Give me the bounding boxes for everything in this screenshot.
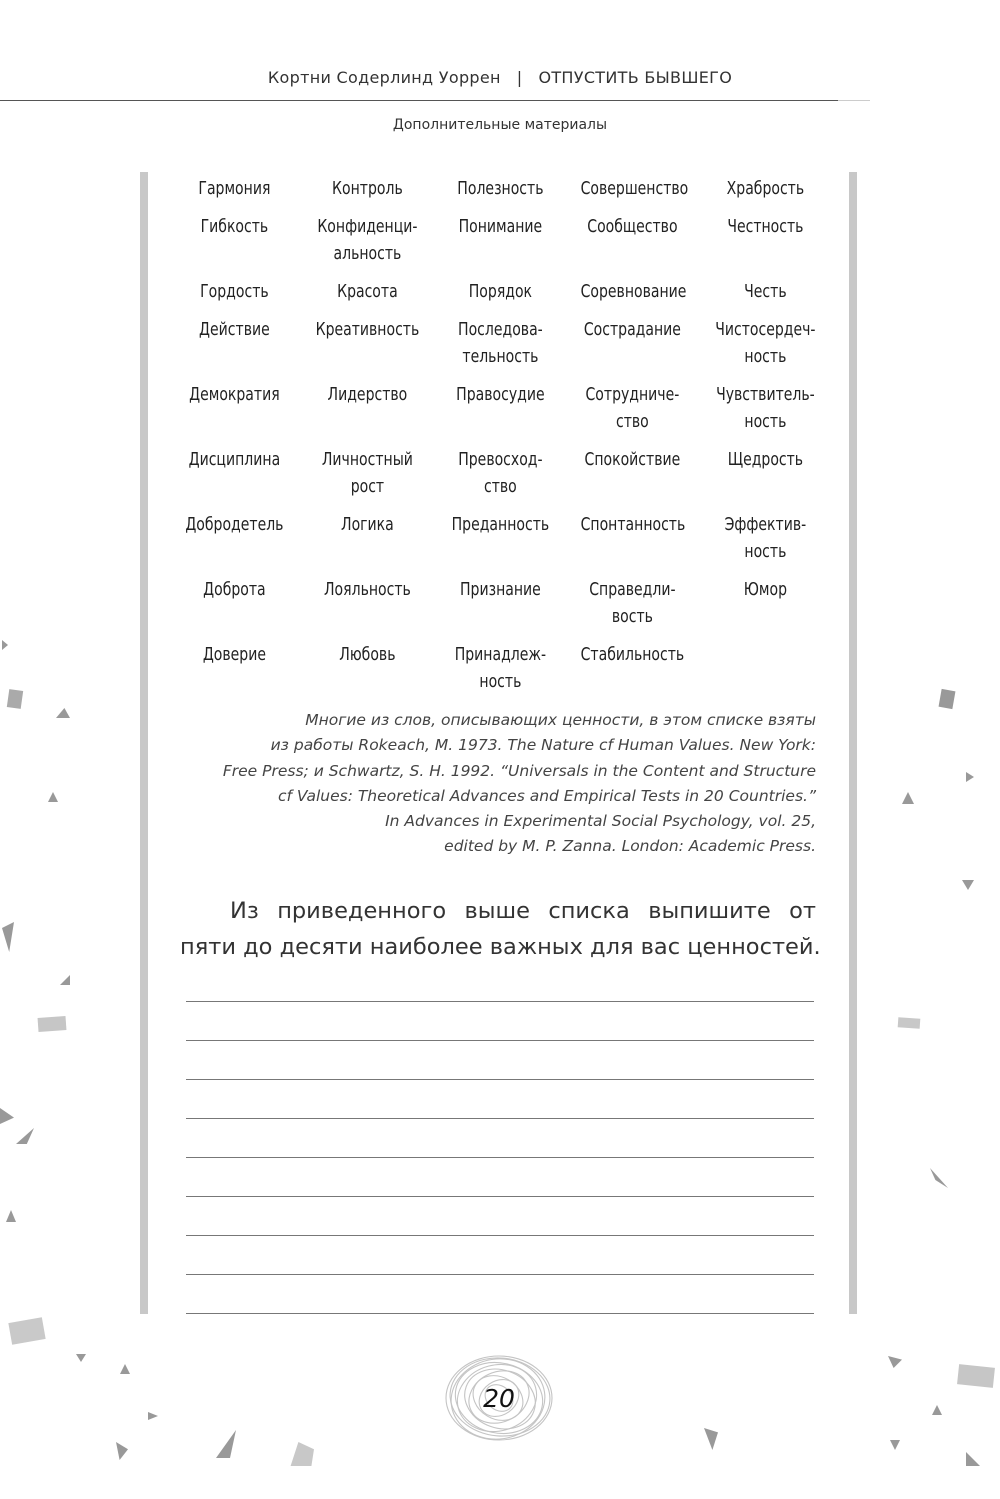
value-word: Спокойствие	[584, 449, 681, 470]
citation-line: edited by M. P. Zanna. London: Academic Press.	[444, 837, 816, 856]
value-word: Чистосердеч- ность	[715, 319, 816, 367]
value-word: Правосудие	[455, 384, 545, 405]
values-row	[168, 175, 832, 202]
values-row	[168, 278, 832, 305]
citation-line: In Advances in Experimental Social Psychology, vol. 25,	[385, 812, 816, 831]
writing-line[interactable]	[186, 1118, 814, 1119]
value-word: Сотрудниче- ство	[585, 384, 680, 432]
value-word: Стабильность	[580, 644, 685, 665]
task-word: выше	[464, 898, 530, 924]
value-word: Храбрость	[726, 178, 805, 199]
values-row	[168, 316, 832, 370]
task-word: приведенного	[277, 898, 447, 924]
values-row	[168, 641, 832, 695]
citation-line: Free Press; и Schwartz, S. H. 1992. “Universals in the Content and Structure	[222, 761, 816, 780]
value-word: Соревнование	[580, 281, 687, 302]
task-line-1	[180, 893, 816, 929]
task-word: Из	[230, 898, 259, 924]
values-row	[168, 511, 832, 565]
writing-line[interactable]	[186, 1274, 814, 1275]
values-row	[168, 381, 832, 435]
value-word: Сострадание	[584, 319, 682, 340]
header-rule	[0, 100, 870, 101]
writing-line[interactable]	[186, 1040, 814, 1041]
task-word: списка	[548, 898, 630, 924]
citation-note	[140, 708, 816, 860]
value-word: Щедрость	[727, 449, 804, 470]
value-word: Эффектив- ность	[724, 514, 807, 562]
value-word: Доверие	[202, 644, 266, 665]
value-word: Преданность	[451, 514, 549, 535]
value-word: Чувствитель- ность	[716, 384, 815, 432]
page-number-badge	[442, 1352, 556, 1444]
value-word: Сообщество	[587, 216, 678, 237]
value-word: Юмор	[743, 579, 788, 600]
section-title: Дополнительные материалы	[392, 117, 608, 133]
value-word: Честь	[744, 281, 787, 302]
value-word: Любовь	[339, 644, 396, 665]
value-word: Порядок	[468, 281, 532, 302]
writing-line[interactable]	[186, 1157, 814, 1158]
running-header	[0, 60, 1000, 100]
header-author: Кортни Содерлинд Уоррен	[267, 68, 501, 87]
writing-line[interactable]	[186, 1235, 814, 1236]
value-word: Конфиденци- альность	[317, 216, 418, 264]
value-word: Личностный рост	[321, 449, 413, 497]
value-word: Справедли- вость	[589, 579, 676, 627]
values-row	[168, 576, 832, 630]
value-word: Принадлеж- ность	[454, 644, 546, 692]
running-header-text	[0, 68, 1000, 87]
value-word: Доброта	[203, 579, 266, 600]
value-word: Гордость	[200, 281, 269, 302]
value-word: Демократия	[189, 384, 280, 405]
right-border-bar	[849, 172, 857, 1314]
task-instruction	[180, 893, 821, 965]
value-word: Превосход- ство	[457, 449, 543, 497]
header-book-title: ОТПУСТИТЬ БЫВШЕГО	[538, 68, 733, 87]
task-word: от	[789, 898, 816, 924]
value-word: Признание	[459, 579, 541, 600]
value-word: Креативность	[315, 319, 420, 340]
value-word: Контроль	[331, 178, 403, 199]
task-line-2: пяти до десяти наиболее важных для вас ценностей.	[180, 934, 821, 960]
citation-line: Многие из слов, описывающих ценности, в этом списке взяты	[305, 711, 816, 729]
value-word: Лояльность	[323, 579, 411, 600]
value-word: Понимание	[458, 216, 542, 237]
value-word: Действие	[199, 319, 270, 340]
value-word: Последова- тельность	[457, 319, 543, 367]
value-word: Логика	[340, 514, 394, 535]
page-number: 20	[483, 1383, 515, 1413]
citation-line: cf Values: Theoretical Advances and Empirical Tests in 20 Countries.”	[277, 786, 816, 805]
values-row	[168, 213, 832, 267]
writing-line[interactable]	[186, 1196, 814, 1197]
header-separator: |	[516, 68, 523, 87]
value-word	[714, 641, 818, 695]
writing-line[interactable]	[186, 1313, 814, 1314]
value-word: Гармония	[198, 178, 271, 199]
value-word: Спонтанность	[580, 514, 686, 535]
value-word: Дисциплина	[188, 449, 281, 470]
task-word: выпишите	[648, 898, 771, 924]
value-word: Честность	[727, 216, 804, 237]
value-word: Добродетель	[185, 514, 284, 535]
writing-line[interactable]	[186, 1001, 814, 1002]
value-word: Лидерство	[327, 384, 408, 405]
values-row	[168, 446, 832, 500]
writing-line[interactable]	[186, 1079, 814, 1080]
value-word: Гибкость	[200, 216, 269, 237]
value-word: Красота	[336, 281, 398, 302]
value-word: Полезность	[456, 178, 544, 199]
value-word: Совершенство	[580, 178, 689, 199]
citation-line: из работы Rokeach, M. 1973. The Nature cf Human Values. New York:	[270, 736, 816, 755]
